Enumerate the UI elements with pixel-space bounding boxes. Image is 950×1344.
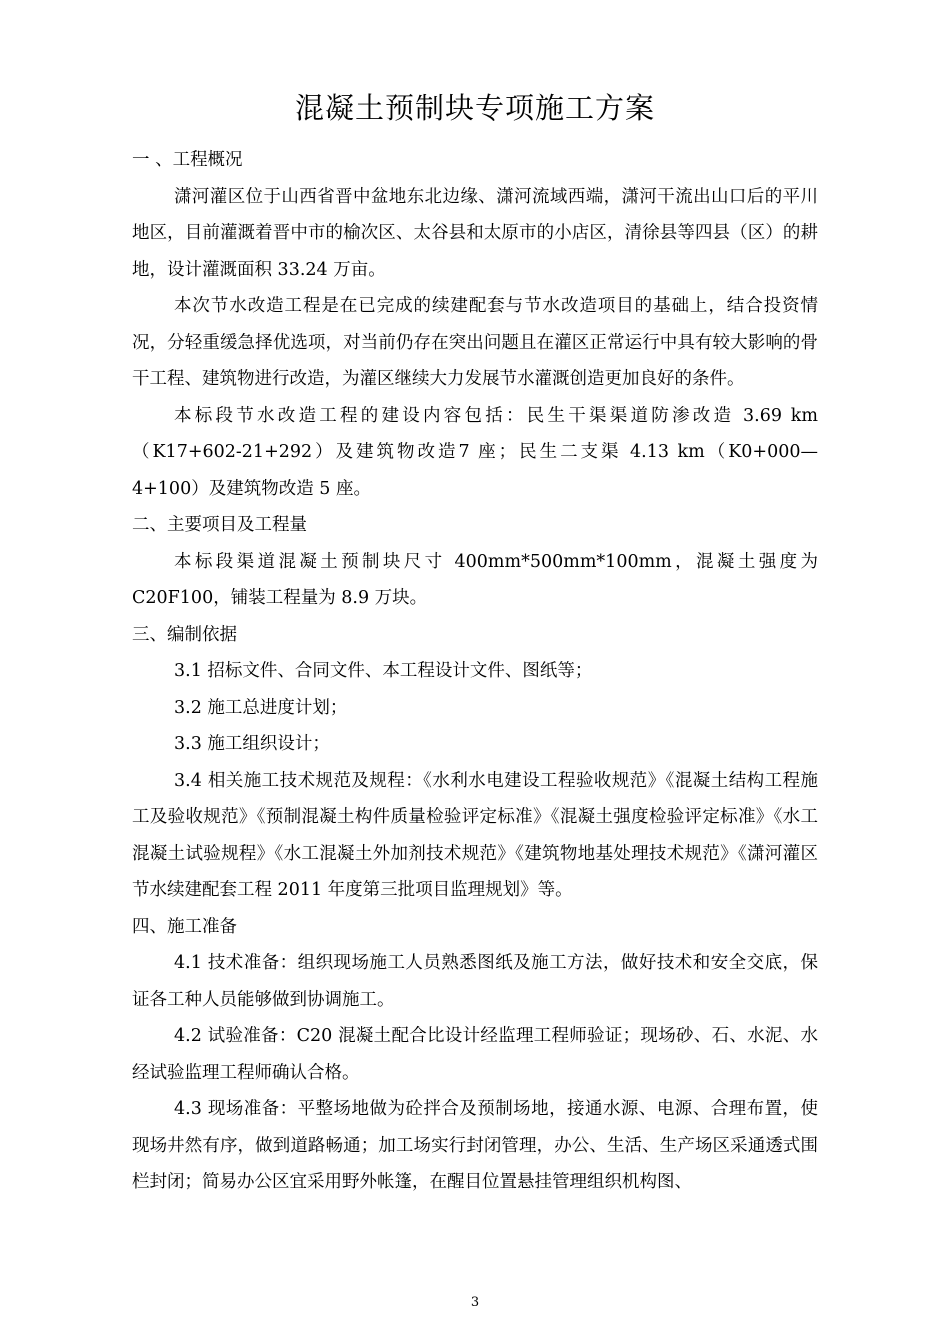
paragraph: 4.3 现场准备：平整场地做为砼拌合及预制场地，接通水源、电源、合理布置，使现场井然有序，做到道路畅通；加工场实行封闭管理，办公、生活、生产场区采通透式围栏封闭；简易办公区宜采用野外帐篷，在醒目位置悬挂管理组织机构图、 [132,1099,818,1192]
paragraph: 4.2 试验准备：C20 混凝土配合比设计经监理工程师验证；现场砂、石、水泥、水经试验监理工程师确认合格。 [132,1026,818,1083]
section-heading: 三、编制依据 [132,624,237,645]
list-item: 3.1 招标文件、合同文件、本工程设计文件、图纸等； [174,661,593,681]
section-heading: 一 、工程概况 [132,150,243,170]
paragraph: 本标段渠道混凝土预制块尺寸 400mm*500mm*100mm，混凝土强度为 C20F100，铺装工程量为 8.9 万块。 [132,551,818,608]
document-body [132,142,818,1201]
section-heading: 四、施工准备 [132,916,237,937]
section-heading: 二、主要项目及工程量 [132,515,307,535]
list-item: 3.4 相关施工技术规范及规程：《水利水电建设工程验收规范》《混凝土结构工程施工及验收规范》《预制混凝土构件质量检验评定标准》《混凝土强度检验评定标准》《水工混凝土试验规程》《水工混凝土外加剂技术规范》《建筑物地基处理技术规范》《潇河灌区节水续建配套工程 2011 年度第三批项目监理规划》等。 [132,770,818,900]
list-item: 3.3 施工组织设计； [174,734,330,754]
paragraph: 4.1 技术准备：组织现场施工人员熟悉图纸及施工方法，做好技术和安全交底，保证各工种人员能够做到协调施工。 [132,953,818,1010]
paragraph: 潇河灌区位于山西省晋中盆地东北边缘、潇河流域西端，潇河干流出山口后的平川地区，目前灌溉着晋中市的榆次区、太谷县和太原市的小店区，清徐县等四县（区）的耕地，设计灌溉面积 33.24 万亩。 [132,186,818,280]
document-title: 混凝土预制块专项施工方案 [294,91,655,125]
paragraph: 本次节水改造工程是在已完成的续建配套与节水改造项目的基础上，结合投资情况，分轻重缓急择优选项，对当前仍存在突出问题且在灌区正常运行中具有较大影响的骨干工程、建筑物进行改造，为灌区继续大力发展节水灌溉创造更加良好的条件。 [132,296,818,389]
list-item: 3.2 施工总进度计划； [174,697,348,718]
page-number: 3 [470,1295,480,1310]
paragraph: 本标段节水改造工程的建设内容包括：民生干渠渠道防渗改造 3.69 km（K17+602-21+292）及建筑物改造7 座；民生二支渠 4.13 km（K0+000—4+100）及建筑物改造 5 座。 [132,405,818,499]
